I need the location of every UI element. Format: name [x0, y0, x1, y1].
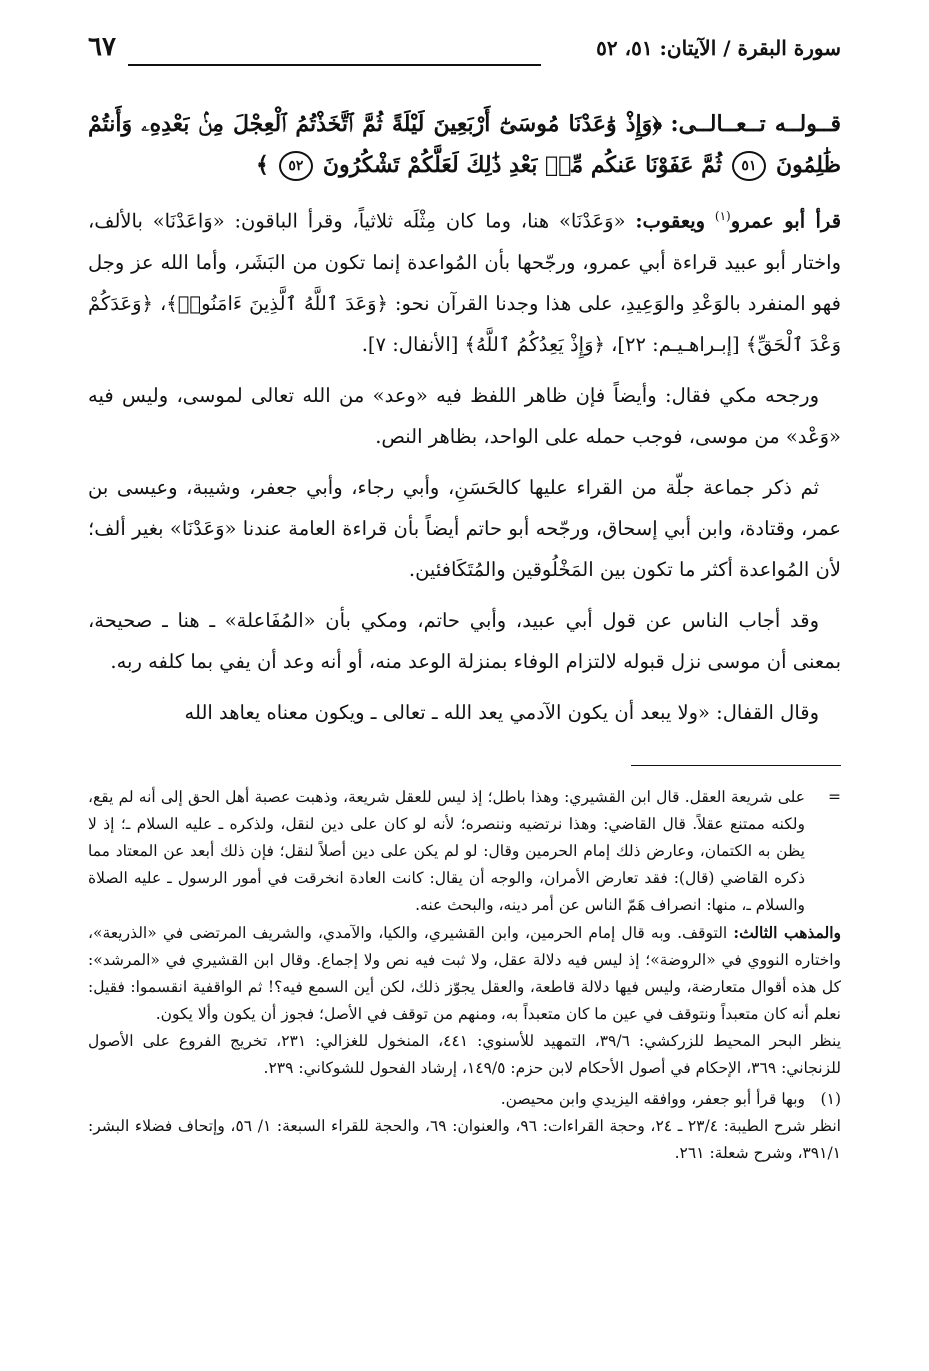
footnote-ref-1[interactable]: (١) [714, 209, 731, 223]
paragraph-text: «وَعَدْنَا» هنا، وما كان مِثْلَه ثلاثياً، وقرأ الباقون: «وَاعَدْنَا» بالألف، واختار أبو عبيد قراءة أبي عمرو، ورجّحها بأن المُواعدة إنما تكون من البَشَر، وأما الله عز وجل فهو المنفرد بالوَعْدِ والوَعِيدِ، على هذا وجدنا القرآن نحو: ﴿وَعَدَ ٱللَّهُ ٱلَّذِينَ ءَامَنُوا۟﴾، ﴿وَعَدَكُمْ وَعْدَ ٱلْحَقِّ﴾ [إبـراهـيـم: ٢٢]، ﴿وَإِذْ يَعِدُكُمُ ٱللَّهُ﴾ [الأنفال: ٧]. [88, 209, 841, 356]
verse-52: ثُمَّ عَفَوْنَا عَنكُم مِّنۢ بَعْدِ ذَٰلِكَ لَعَلَّكُمْ تَشْكُرُونَ [322, 152, 722, 178]
reader-name: قرأ أبو عمرو [730, 209, 842, 233]
running-title: سورة البقرة / الآيتان: ٥١، ٥٢ [596, 36, 841, 60]
reader-name-2: ويعقوب: [635, 209, 706, 233]
footnote-1-sources: انظر شرح الطيبة: ٢٣/٤ ـ ٢٤، وحجة القراءات: ٩٦، والعنوان: ٦٩، والحجة للقراء السبعة: ١/ ٥٦، وإتحاف فضلاء البشر: ٣٩١/١، وشرح شعلة: ٢٦١. [88, 1117, 841, 1162]
verse-marker-51: ٥١ [732, 151, 766, 181]
continuation-text: على شريعة العقل. قال ابن القشيري: وهذا باطل؛ إذ ليس للعقل شريعة، وذهبت عصبة أهل الحق إلى أنه لم يقع، ولكنه ممتنع عقلاً. قال القاضي: وهذا نرتضيه وننصره؛ لأنه لو كان على دين لنقل، ولذكره ـ عليه السلام ـ؛ إذ لا يظن به الكتمان، وعارض ذلك إمام الحرمين وقال: لو لم يكن على دين أصلاً لنقل؛ فإن ذلك أبعد عن المعتاد مما ذكره القاضي (قال): فقد تعارض الأمران، والوجه أن يقال: كانت العادة انخرقت في أمور الرسول ـ عليه الصلاة والسلام ـ، منها: انصراف هَمّ الناس عن أمر دينه، والبحث عنه. [88, 788, 805, 914]
third-view-label: والمذهب الثالث: [733, 923, 842, 942]
main-text [88, 104, 841, 743]
footnote-1-text: وبها قرأ أبو جعفر، ووافقه اليزيدي وابن محيصن. [500, 1090, 805, 1108]
header-rule [128, 64, 541, 66]
verse-close: ﴾ [255, 152, 269, 178]
paragraph-readers-list: ثم ذكر جماعة جلّة من القراء عليها كالحَسَنِ، وأبي رجاء، وأبي جعفر، وشيبة، وعيسى بن عمر، وقتادة، وابن أبي إسحاق، ورجّحه أبو حاتم أيضاً بأن قراءة العامة عندنا «وَعَدْنَا» بغير ألف؛ لأن المُواعدة أكثر ما تكون بين المَخْلُوقين والمُتَكَافئين. [88, 475, 841, 581]
footnote-1-number: (١) [820, 1090, 841, 1108]
footnote-third-view [88, 919, 841, 1028]
page-number: ٦٧ [88, 32, 116, 62]
verse-marker-52: ٥٢ [279, 151, 313, 181]
quran-ayah [88, 104, 841, 186]
footnote-continuation [88, 784, 841, 919]
verse-51: ﴿وَإِذْ وَٰعَدْنَا مُوسَىٰٓ أَرْبَعِينَ لَيْلَةً ثُمَّ ٱتَّخَذْتُمُ ٱلْعِجْلَ مِنۢ بَعْدِهِۦ وَأَنتُمْ ظَٰلِمُونَ [88, 111, 841, 178]
paragraph-makki: ورجحه مكي فقال: وأيضاً فإن ظاهر اللفظ فيه «وعد» من الله تعالى لموسى، وليس فيه «وَعْد» من موسى، فوجب حمله على الواحد، بظاهر النص. [88, 383, 841, 448]
paragraph-readings [88, 196, 841, 365]
continuation-mark: = [828, 788, 841, 806]
paragraph-response: وقد أجاب الناس عن قول أبي عبيد، وأبي حاتم، ومكي بأن «المُفَاعلة» ـ هنا ـ صحيحة، بمعنى أن موسى نزل قبوله لالتزام الوفاء بمنزلة الوعد منه، أو أنه وعد أن يفي بما كلفه ربه. [88, 608, 841, 673]
footnote-separator [631, 765, 841, 766]
footnote-1 [88, 1086, 841, 1113]
page-header [88, 30, 841, 70]
paragraph-qaffal: وقال القفال: «ولا يبعد أن يكون الآدمي يعد الله ـ تعالى ـ ويكون معناه يعاهد الله [184, 700, 819, 724]
third-view-text: التوقف. وبه قال إمام الحرمين، وابن القشيري، والكيا، والآمدي، والشريف المرتضى في «الذريعة»، واختاره النووي في «الروضة»؛ إذ ليس فيه دلالة عقل، ولا ثبت فيه نص ولا إجماع. وقال ابن القشيري في «المرشد»: كل هذه أقوال متعارضة، وليس فيها دلالة قاطعة، والعقل يجوّز ذلك، لكن أين السمع فيه؟! ثم الواقفية انقسموا: فقيل: نعلم أنه كان متعبداً ونتوقف في عين ما كان متعبداً به، ومنهم من توقف في الأصل؛ فجوز أن يكون وألا يكون. [88, 924, 841, 1023]
footnotes [88, 784, 841, 1167]
footnote-references: ينظر البحر المحيط للزركشي: ٣٩/٦، التمهيد للأسنوي: ٤٤١، المنخول للغزالي: ٢٣١، تخريج الفروع على الأصول للزنجاني: ٣٦٩، الإحكام في أصول الأحكام لابن حزم: ١٤٩/٥، إرشاد الفحول للشوكاني: ٢٣٩. [88, 1032, 842, 1077]
ayah-lead: قــولــه تــعــالــى: [670, 111, 841, 137]
